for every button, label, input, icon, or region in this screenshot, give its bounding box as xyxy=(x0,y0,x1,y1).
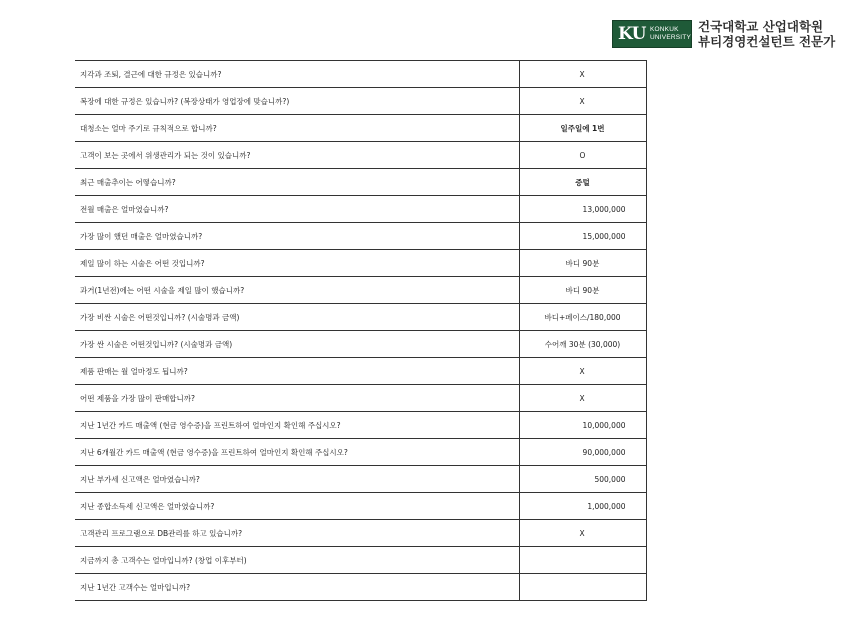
answer-cell: 15,000,000 xyxy=(519,223,646,250)
table-row xyxy=(75,61,646,88)
logo-title-line1: 건국대학교 산업대학원 xyxy=(698,19,824,34)
table-row xyxy=(75,196,646,223)
table-row xyxy=(75,439,646,466)
answer-cell: 1,000,000 xyxy=(519,493,646,520)
ku-subtext xyxy=(650,26,691,42)
answer-cell: X xyxy=(519,520,646,547)
logo-title xyxy=(698,19,835,49)
question-cell: 지각과 조퇴, 결근에 대한 규정은 있습니까? xyxy=(75,61,519,88)
table-row xyxy=(75,385,646,412)
question-cell: 최근 매출추이는 어떻습니까? xyxy=(75,169,519,196)
table-row xyxy=(75,358,646,385)
survey-table xyxy=(75,60,647,601)
answer-cell: 바디 90분 xyxy=(519,250,646,277)
table-row xyxy=(75,250,646,277)
table-row xyxy=(75,574,646,601)
answer-cell: 바디 90분 xyxy=(519,277,646,304)
question-cell: 가장 비싼 시술은 어떤것입니까? (시술명과 금액) xyxy=(75,304,519,331)
question-cell: 지난 부가세 신고액은 얼마였습니까? xyxy=(75,466,519,493)
question-cell: 과거(1년전)에는 어떤 시술을 제일 많이 했습니까? xyxy=(75,277,519,304)
question-cell: 지난 종합소득세 신고액은 얼마였습니까? xyxy=(75,493,519,520)
table-row xyxy=(75,331,646,358)
answer-cell: X xyxy=(519,358,646,385)
table-row xyxy=(75,169,646,196)
question-cell: 전월 매출은 얼마였습니까? xyxy=(75,196,519,223)
question-cell: 제일 많이 하는 시술은 어떤 것입니까? xyxy=(75,250,519,277)
answer-cell: X xyxy=(519,61,646,88)
ku-sub-line1: KONKUK xyxy=(650,26,679,33)
ku-mark: KU xyxy=(618,24,646,44)
answer-cell: 10,000,000 xyxy=(519,412,646,439)
question-cell: 지난 1년간 카드 매출액 (현금 영수증)을 프린트하여 얼마인지 확인해 주십시오? xyxy=(75,412,519,439)
answer-cell: 500,000 xyxy=(519,466,646,493)
answer-cell: 수어깨 30분 (30,000) xyxy=(519,331,646,358)
answer-cell: O xyxy=(519,142,646,169)
question-cell: 제품 판매는 월 얼마정도 됩니까? xyxy=(75,358,519,385)
question-cell: 지난 1년간 고객수는 얼마입니까? xyxy=(75,574,519,601)
question-cell: 가장 많이 했던 매출은 얼마였습니까? xyxy=(75,223,519,250)
table-row xyxy=(75,88,646,115)
question-cell: 고객이 보는 곳에서 위생관리가 되는 것이 있습니까? xyxy=(75,142,519,169)
question-cell: 지금까지 총 고객수는 얼마입니까? (창업 이후부터) xyxy=(75,547,519,574)
question-cell: 고객관리 프로그램으로 DB관리를 하고 있습니까? xyxy=(75,520,519,547)
table-row xyxy=(75,115,646,142)
table-row xyxy=(75,547,646,574)
question-cell: 지난 6개월간 카드 매출액 (현금 영수증)을 프린트하여 얼마인지 확인해 주십시오? xyxy=(75,439,519,466)
table-row xyxy=(75,304,646,331)
table-row xyxy=(75,520,646,547)
table-row xyxy=(75,466,646,493)
table-row xyxy=(75,412,646,439)
answer-cell: 일주일에 1번 xyxy=(519,115,646,142)
answer-cell: X xyxy=(519,88,646,115)
answer-cell xyxy=(519,574,646,601)
answer-cell: 90,000,000 xyxy=(519,439,646,466)
question-cell: 가장 싼 시술은 어떤것입니까? (시술명과 금액) xyxy=(75,331,519,358)
answer-cell: 13,000,000 xyxy=(519,196,646,223)
university-logo xyxy=(612,18,850,50)
ku-emblem xyxy=(612,20,692,48)
answer-cell: X xyxy=(519,385,646,412)
answer-cell: 증털 xyxy=(519,169,646,196)
ku-sub-line2: UNIVERSITY xyxy=(650,34,692,41)
table-row xyxy=(75,223,646,250)
table-row xyxy=(75,277,646,304)
table-row xyxy=(75,493,646,520)
question-cell: 어떤 제품을 가장 많이 판매합니까? xyxy=(75,385,519,412)
logo-title-line2: 뷰티경영컨설턴트 전문가 xyxy=(698,34,836,49)
answer-cell: 바디+페이스/180,000 xyxy=(519,304,646,331)
question-cell: 복장에 대한 규정은 있습니까? (복장상태가 영업장에 맞습니까?) xyxy=(75,88,519,115)
answer-cell xyxy=(519,547,646,574)
table-row xyxy=(75,142,646,169)
question-cell: 대청소는 얼마 주기로 규칙적으로 합니까? xyxy=(75,115,519,142)
